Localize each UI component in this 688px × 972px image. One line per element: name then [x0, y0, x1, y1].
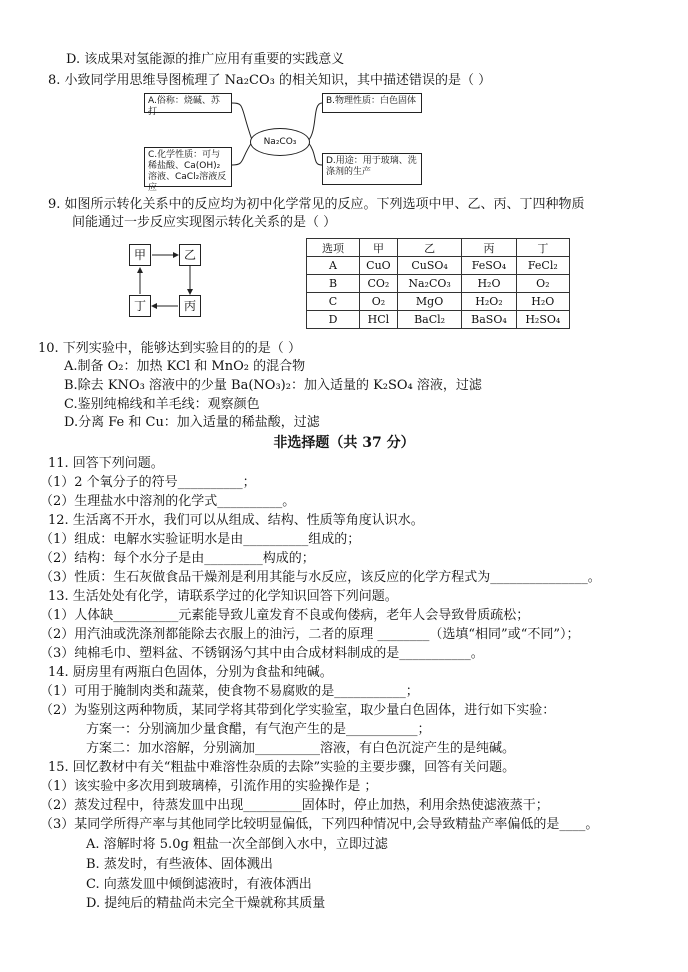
text-line-q13_2: （2）用汽油或洗涤剂都能除去衣服上的油污，二者的原理 ________（选填“相同”或“不同”）； — [40, 627, 580, 642]
table-cell: A — [307, 257, 360, 275]
table-cell: H₂O₂ — [462, 293, 516, 311]
table-header: 选项 — [307, 239, 360, 257]
text-line-q10: 10. 下列实验中，能够达到实验目的的是（ ） — [38, 341, 301, 356]
node-jia: 甲 — [129, 244, 151, 266]
text-line-q7d: D. 该成果对氢能源的推广应用有重要的实践意义 — [66, 52, 345, 67]
table-row — [307, 311, 570, 329]
text-line-q15d: D. 提纯后的精盐尚未完全干燥就称其质量 — [86, 896, 326, 911]
table-row — [307, 257, 570, 275]
node-ding: 丁 — [129, 295, 151, 317]
text-line-q11_2: （2）生理盐水中溶剂的化学式__________。 — [40, 494, 296, 509]
text-line-q10c: C.鉴别纯棉线和羊毛线：观察颜色 — [64, 397, 260, 412]
table-cell: HCl — [360, 311, 398, 329]
text-line-q15: 15. 回忆教材中有关“粗盐中难溶性杂质的去除”实验的主要步骤，回答有关问题。 — [48, 760, 516, 775]
text-line-q14_2: （2）为鉴别这两种物质，某同学将其带到化学实验室，取少量白色固体，进行如下实验： — [40, 703, 556, 718]
table-cell: FeSO₄ — [462, 257, 516, 275]
text-line-q13_3: （3）纯棉毛巾、塑料盆、不锈钢汤勺其中由合成材料制成的是___________。 — [40, 646, 484, 661]
node-yi: 乙 — [179, 244, 201, 266]
text-line-q15_1: （1）该实验中多次用到玻璃棒，引流作用的实验操作是 ； — [40, 779, 378, 794]
section-title: 非选择题（共 37 分） — [273, 435, 415, 451]
text-line-q14_s2: 方案二：加水溶解，分别滴加__________溶液，有白色沉淀产生的是纯碱。 — [86, 741, 516, 756]
text-line-q10b: B.除去 KNO₃ 溶液中的少量 Ba(NO₃)₂：加入适量的 K₂SO₄ 溶液，过滤 — [64, 378, 482, 393]
table-cell: CuSO₄ — [397, 257, 461, 275]
text-line-q12_2: （2）结构：每个水分子是由_________构成的； — [40, 551, 315, 566]
text-line-q14: 14. 厨房里有两瓶白色固体，分别为食盐和纯碱。 — [48, 665, 333, 680]
mindmap-node-b: B.物理性质：白色固体 — [322, 93, 422, 113]
table-cell: H₂O — [462, 275, 516, 293]
table-cell: O₂ — [516, 275, 569, 293]
node-bing: 丙 — [179, 295, 201, 317]
text-line-q12_1: （1）组成：电解水实验证明水是由__________组成的； — [40, 532, 361, 547]
table-row — [307, 293, 570, 311]
text-line-q8: 8. 小致同学用思维导图梳理了 Na₂CO₃ 的相关知识，其中描述错误的是（ ） — [48, 73, 492, 88]
text-line-q9a: 9. 如图所示转化关系中的反应均为初中化学常见的反应。下列选项中甲、乙、丙、丁四种物质 — [48, 197, 585, 212]
table-cell: B — [307, 275, 360, 293]
text-line-q12: 12. 生活离不开水，我们可以从组成、结构、性质等角度认识水。 — [48, 513, 424, 528]
text-line-q15_3: （3）某同学所得产率与其他同学比较明显偏低，下列四种情况中,会导致精盐产率偏低的是____。 — [40, 817, 599, 832]
table-cell: BaSO₄ — [462, 311, 516, 329]
table-cell: H₂SO₄ — [516, 311, 569, 329]
mindmap-node-a: A.俗称：烧碱、苏打 — [144, 93, 232, 113]
table-header: 丙 — [462, 239, 516, 257]
table-cell: CuO — [360, 257, 398, 275]
text-line-q12_3: （3）性质：生石灰做食品干燥剂是利用其能与水反应，该反应的化学方程式为_______________。 — [40, 570, 601, 585]
mindmap-center: Na₂CO₃ — [250, 128, 310, 156]
table-row — [307, 275, 570, 293]
table-cell: CO₂ — [360, 275, 398, 293]
text-line-q13_1: （1）人体缺__________元素能导致儿童发育不良或佝偻病，老年人会导致骨质疏松； — [40, 608, 530, 623]
text-line-q14_s1: 方案一：分别滴加少量食醋，有气泡产生的是___________； — [86, 722, 431, 737]
mindmap-node-c: C.化学性质：可与稀盐酸、Ca(OH)₂溶液、CaCl₂溶液反应 — [144, 147, 232, 187]
text-line-q9b: 间能通过一步反应实现图示转化关系的是（ ） — [72, 215, 337, 230]
options-table — [306, 238, 570, 329]
text-line-q15b: B. 蒸发时，有些液体、固体溅出 — [86, 857, 273, 872]
table-cell: H₂O — [516, 293, 569, 311]
text-line-q15_2: （2）蒸发过程中，待蒸发皿中出现_________固体时，停止加热，利用余热使滤液蒸干； — [40, 798, 549, 813]
text-line-q10a: A.制备 O₂：加热 KCl 和 MnO₂ 的混合物 — [64, 359, 306, 374]
table-cell: FeCl₂ — [516, 257, 569, 275]
text-line-q15c: C. 向蒸发皿中倾倒滤液时，有液体洒出 — [86, 877, 312, 892]
table-header-row — [307, 239, 570, 257]
table-cell: O₂ — [360, 293, 398, 311]
table-header: 丁 — [516, 239, 569, 257]
table-cell: C — [307, 293, 360, 311]
text-line-q14_1: （1）可用于腌制肉类和蔬菜，使食物不易腐败的是___________； — [40, 684, 419, 699]
table-cell: D — [307, 311, 360, 329]
table-header: 甲 — [360, 239, 398, 257]
mindmap-node-d: D.用途：用于玻璃、洗涤剂的生产 — [322, 153, 422, 185]
table-cell: BaCl₂ — [397, 311, 461, 329]
table-cell: MgO — [397, 293, 461, 311]
text-line-q13: 13. 生活处处有化学，请联系学过的化学知识回答下列问题。 — [48, 589, 398, 604]
text-line-q11_1: （1）2 个氧分子的符号__________； — [40, 475, 256, 490]
table-header: 乙 — [397, 239, 461, 257]
table-cell: Na₂CO₃ — [397, 275, 461, 293]
text-line-q10d: D.分离 Fe 和 Cu：加入适量的稀盐酸，过滤 — [64, 415, 320, 430]
text-line-q15a: A. 溶解时将 5.0g 粗盐一次全部倒入水中，立即过滤 — [86, 837, 388, 852]
text-line-q11: 11. 回答下列问题。 — [48, 456, 164, 471]
